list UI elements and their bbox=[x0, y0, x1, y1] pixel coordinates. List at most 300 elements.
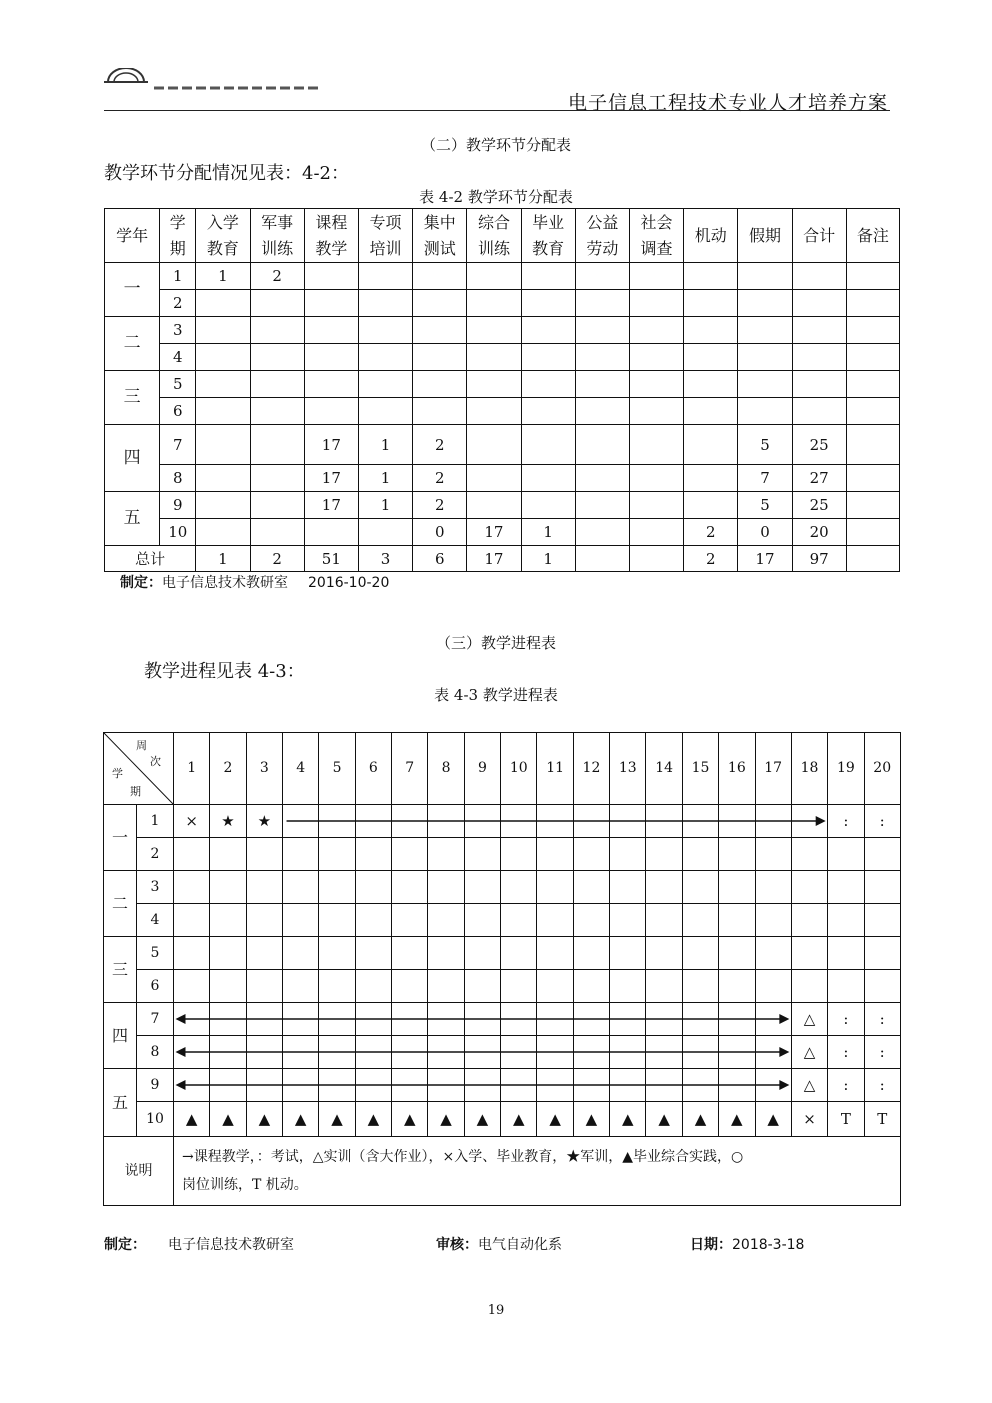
schedule-cell bbox=[573, 970, 609, 1003]
schedule-cell bbox=[864, 871, 900, 904]
schedule-cell bbox=[501, 1069, 537, 1102]
table42-cell bbox=[629, 425, 683, 465]
schedule-cell bbox=[501, 904, 537, 937]
week-header: 6 bbox=[355, 733, 391, 805]
table42-cell: 2 bbox=[413, 425, 467, 465]
made-date: 2016-10-20 bbox=[308, 575, 390, 591]
table42-header-row bbox=[105, 209, 900, 263]
table42-cell bbox=[629, 317, 683, 344]
schedule-cell bbox=[682, 937, 718, 970]
schedule-cell: △ bbox=[791, 1003, 827, 1036]
table42-cell bbox=[738, 398, 792, 425]
schedule-cell: ▲ bbox=[210, 1102, 246, 1137]
table43-term-cell: 7 bbox=[137, 1003, 174, 1036]
schedule-cell bbox=[392, 1003, 428, 1036]
schedule-cell bbox=[428, 970, 464, 1003]
table42-cell bbox=[575, 263, 629, 290]
schedule-cell bbox=[646, 838, 682, 871]
schedule-cell bbox=[319, 871, 355, 904]
schedule-cell bbox=[755, 838, 791, 871]
table42-year-cell: 一 bbox=[105, 263, 160, 317]
table42-cell bbox=[304, 317, 358, 344]
table42-cell bbox=[467, 344, 521, 371]
allocation-table bbox=[104, 208, 900, 572]
schedule-cell bbox=[355, 1036, 391, 1069]
table43-corner-cell bbox=[104, 733, 174, 805]
table42-cell bbox=[521, 371, 575, 398]
schedule-cell bbox=[319, 1003, 355, 1036]
week-header: 1 bbox=[174, 733, 210, 805]
schedule-cell: ▲ bbox=[319, 1102, 355, 1137]
schedule-cell bbox=[755, 805, 791, 838]
corner-week-1: 周 bbox=[136, 739, 147, 752]
schedule-cell bbox=[392, 871, 428, 904]
week-header: 12 bbox=[573, 733, 609, 805]
table42-cell bbox=[629, 371, 683, 398]
table42-cell bbox=[846, 465, 899, 492]
schedule-cell bbox=[828, 904, 864, 937]
table42-cell: 25 bbox=[792, 425, 846, 465]
schedule-cell bbox=[501, 805, 537, 838]
table42-cell bbox=[196, 371, 250, 398]
made-label: 制定： bbox=[120, 575, 162, 591]
schedule-cell bbox=[682, 871, 718, 904]
schedule-cell bbox=[464, 1003, 500, 1036]
table43-term-cell: 5 bbox=[137, 937, 174, 970]
table42-col-header: 课程 教学 bbox=[304, 209, 358, 263]
section3-intro: 教学进程见表 4-3： bbox=[144, 661, 305, 682]
table42-cell bbox=[467, 290, 521, 317]
schedule-cell: ▲ bbox=[283, 1102, 319, 1137]
schedule-cell: × bbox=[791, 1102, 827, 1137]
schedule-cell bbox=[319, 937, 355, 970]
table43-term-cell: 1 bbox=[137, 805, 174, 838]
table42-cell bbox=[250, 317, 304, 344]
schedule-cell: × bbox=[174, 805, 210, 838]
schedule-cell bbox=[610, 871, 646, 904]
table42-col-header: 入学 教育 bbox=[196, 209, 250, 263]
table43-row bbox=[104, 871, 901, 904]
table42-col-header: 学 期 bbox=[160, 209, 196, 263]
schedule-cell bbox=[719, 1069, 755, 1102]
review-label: 审核： bbox=[436, 1237, 478, 1253]
table42-cell bbox=[846, 398, 899, 425]
schedule-cell bbox=[355, 970, 391, 1003]
table42-col-header: 机动 bbox=[684, 209, 738, 263]
table43-row bbox=[104, 1036, 901, 1069]
week-header: 14 bbox=[646, 733, 682, 805]
table42-cell bbox=[467, 425, 521, 465]
review-block bbox=[436, 1234, 562, 1254]
schedule-cell bbox=[719, 904, 755, 937]
table42-total-cell: 17 bbox=[738, 546, 792, 572]
schedule-cell bbox=[682, 970, 718, 1003]
table42-col-header: 备注 bbox=[846, 209, 899, 263]
table43-year-cell: 五 bbox=[104, 1069, 137, 1137]
schedule-cell bbox=[246, 904, 282, 937]
schedule-cell: : bbox=[864, 1036, 900, 1069]
schedule-cell bbox=[646, 937, 682, 970]
schedule-cell bbox=[791, 904, 827, 937]
schedule-cell bbox=[828, 871, 864, 904]
table42-total-cell: 51 bbox=[304, 546, 358, 572]
schedule-cell bbox=[573, 904, 609, 937]
table42-cell bbox=[250, 398, 304, 425]
table43-year-cell: 四 bbox=[104, 1003, 137, 1069]
schedule-cell bbox=[174, 904, 210, 937]
schedule-cell bbox=[355, 838, 391, 871]
table42-cell: 1 bbox=[196, 263, 250, 290]
schedule-cell: ▲ bbox=[355, 1102, 391, 1137]
table42-cell bbox=[467, 398, 521, 425]
table42-cell bbox=[196, 398, 250, 425]
schedule-cell bbox=[573, 1036, 609, 1069]
schedule-cell: T bbox=[864, 1102, 900, 1137]
schedule-cell bbox=[682, 1003, 718, 1036]
table42-cell bbox=[413, 344, 467, 371]
table43-term-cell: 2 bbox=[137, 838, 174, 871]
schedule-cell bbox=[610, 937, 646, 970]
table42-cell bbox=[575, 290, 629, 317]
schedule-cell bbox=[464, 904, 500, 937]
schedule-cell bbox=[682, 904, 718, 937]
table43-year-cell: 一 bbox=[104, 805, 137, 871]
table42-cell: 25 bbox=[792, 492, 846, 519]
schedule-cell bbox=[246, 970, 282, 1003]
table42-cell bbox=[738, 290, 792, 317]
schedule-cell bbox=[610, 838, 646, 871]
schedule-cell bbox=[210, 871, 246, 904]
schedule-cell bbox=[283, 1036, 319, 1069]
schedule-cell: ▲ bbox=[719, 1102, 755, 1137]
table42-cell: 2 bbox=[413, 492, 467, 519]
week-header: 9 bbox=[464, 733, 500, 805]
schedule-cell bbox=[682, 1069, 718, 1102]
schedule-cell bbox=[174, 1036, 210, 1069]
table42-cell: 20 bbox=[792, 519, 846, 546]
schedule-cell bbox=[283, 1069, 319, 1102]
table42-cell bbox=[467, 371, 521, 398]
schedule-cell bbox=[428, 838, 464, 871]
schedule-cell bbox=[719, 970, 755, 1003]
schedule-cell bbox=[246, 1069, 282, 1102]
table42-total-cell bbox=[629, 546, 683, 572]
schedule-cell bbox=[392, 904, 428, 937]
schedule-cell bbox=[537, 970, 573, 1003]
schedule-cell bbox=[573, 805, 609, 838]
table42-cell bbox=[684, 465, 738, 492]
week-header: 16 bbox=[719, 733, 755, 805]
week-header: 18 bbox=[791, 733, 827, 805]
schedule-cell: ▲ bbox=[428, 1102, 464, 1137]
date-label: 日期： bbox=[690, 1237, 732, 1253]
table42-cell bbox=[250, 465, 304, 492]
week-header: 17 bbox=[755, 733, 791, 805]
table42-cell bbox=[196, 317, 250, 344]
table42-cell bbox=[467, 263, 521, 290]
reviewer: 电气自动化系 bbox=[478, 1237, 562, 1253]
table42-cell bbox=[413, 398, 467, 425]
schedule-cell bbox=[646, 1003, 682, 1036]
table42-cell: 0 bbox=[738, 519, 792, 546]
table42-cell bbox=[196, 492, 250, 519]
table42-row bbox=[105, 263, 900, 290]
schedule-cell bbox=[319, 805, 355, 838]
table42-cell bbox=[629, 344, 683, 371]
table42-cell bbox=[358, 519, 412, 546]
table42-cell bbox=[629, 263, 683, 290]
page-number: 19 bbox=[487, 1303, 505, 1318]
table42-cell: 1 bbox=[358, 425, 412, 465]
table42-cell bbox=[629, 290, 683, 317]
schedule-cell bbox=[464, 871, 500, 904]
schedule-cell: T bbox=[828, 1102, 864, 1137]
week-header: 4 bbox=[283, 733, 319, 805]
made-label-2: 制定： bbox=[104, 1237, 146, 1253]
made-by-2: 电子信息技术教研室 bbox=[168, 1237, 294, 1253]
table43-row bbox=[104, 1102, 901, 1137]
table42-cell bbox=[792, 317, 846, 344]
table42-cell: 17 bbox=[304, 465, 358, 492]
schedule-cell bbox=[428, 1036, 464, 1069]
table42-cell bbox=[413, 371, 467, 398]
table43-row bbox=[104, 1003, 901, 1036]
table42-cell bbox=[846, 290, 899, 317]
schedule-cell bbox=[755, 937, 791, 970]
table42-cell bbox=[792, 344, 846, 371]
table42-footnote bbox=[120, 572, 389, 592]
schedule-cell bbox=[755, 970, 791, 1003]
table42-col-header: 毕业 教育 bbox=[521, 209, 575, 263]
table42-cell bbox=[792, 290, 846, 317]
table42-cell bbox=[196, 425, 250, 465]
table42-year-cell: 二 bbox=[105, 317, 160, 371]
table43-caption: 表 4-3 教学进程表 bbox=[434, 686, 558, 704]
schedule-cell bbox=[646, 904, 682, 937]
table42-cell bbox=[304, 371, 358, 398]
schedule-cell bbox=[537, 1069, 573, 1102]
schedule-cell: ▲ bbox=[392, 1102, 428, 1137]
schedule-cell bbox=[464, 805, 500, 838]
week-header: 8 bbox=[428, 733, 464, 805]
schedule-cell bbox=[355, 1003, 391, 1036]
table42-cell: 5 bbox=[738, 425, 792, 465]
table42-cell bbox=[521, 465, 575, 492]
table42-cell: 6 bbox=[160, 398, 196, 425]
table42-cell bbox=[684, 290, 738, 317]
schedule-cell bbox=[283, 871, 319, 904]
table42-cell bbox=[250, 290, 304, 317]
table42-cell bbox=[196, 519, 250, 546]
made-by: 电子信息技术教研室 bbox=[162, 575, 288, 591]
schedule-cell bbox=[791, 838, 827, 871]
table42-cell bbox=[521, 344, 575, 371]
table42-cell: 17 bbox=[304, 425, 358, 465]
schedule-cell bbox=[501, 871, 537, 904]
schedule-cell bbox=[610, 1003, 646, 1036]
table42-total-cell: 1 bbox=[521, 546, 575, 572]
schedule-cell bbox=[355, 937, 391, 970]
table42-cell: 9 bbox=[160, 492, 196, 519]
schedule-cell bbox=[610, 1036, 646, 1069]
schedule-cell bbox=[719, 1003, 755, 1036]
schedule-cell bbox=[537, 1003, 573, 1036]
table42-total-cell bbox=[846, 546, 899, 572]
table42-cell bbox=[250, 425, 304, 465]
schedule-cell bbox=[646, 970, 682, 1003]
schedule-cell: ▲ bbox=[174, 1102, 210, 1137]
schedule-cell bbox=[682, 838, 718, 871]
schedule-cell bbox=[537, 904, 573, 937]
week-header: 7 bbox=[392, 733, 428, 805]
schedule-cell bbox=[682, 1036, 718, 1069]
schedule-cell bbox=[755, 904, 791, 937]
schedule-cell bbox=[755, 871, 791, 904]
table42-total-cell: 2 bbox=[250, 546, 304, 572]
table42-cell bbox=[413, 263, 467, 290]
schedule-cell bbox=[392, 970, 428, 1003]
table42-cell bbox=[358, 371, 412, 398]
table42-cell: 1 bbox=[358, 492, 412, 519]
table42-cell bbox=[467, 465, 521, 492]
table42-cell bbox=[413, 290, 467, 317]
table42-cell bbox=[196, 290, 250, 317]
schedule-cell: : bbox=[828, 805, 864, 838]
table42-cell bbox=[792, 371, 846, 398]
header-title: 电子信息工程技术专业人才培养方案 bbox=[567, 92, 888, 114]
table42-cell bbox=[575, 317, 629, 344]
table42-cell: 10 bbox=[160, 519, 196, 546]
schedule-cell bbox=[355, 904, 391, 937]
schedule-cell bbox=[428, 805, 464, 838]
table42-cell bbox=[684, 317, 738, 344]
table42-cell bbox=[575, 465, 629, 492]
schedule-cell bbox=[755, 1036, 791, 1069]
schedule-cell bbox=[210, 838, 246, 871]
table42-year-cell: 四 bbox=[105, 425, 160, 492]
schedule-cell bbox=[537, 805, 573, 838]
table42-cell bbox=[684, 371, 738, 398]
schedule-cell bbox=[864, 937, 900, 970]
table42-total-row bbox=[105, 546, 900, 572]
schedule-cell: : bbox=[864, 1069, 900, 1102]
table42-cell bbox=[792, 263, 846, 290]
table42-cell: 17 bbox=[304, 492, 358, 519]
table42-cell: 4 bbox=[160, 344, 196, 371]
section2-intro: 教学环节分配情况见表：4-2： bbox=[104, 163, 349, 184]
table42-row bbox=[105, 492, 900, 519]
table42-year-cell: 五 bbox=[105, 492, 160, 546]
legend-line-2: 岗位训练，T 机动。 bbox=[182, 1177, 308, 1193]
table42-row bbox=[105, 344, 900, 371]
schedule-cell bbox=[355, 805, 391, 838]
week-header: 11 bbox=[537, 733, 573, 805]
table42-cell bbox=[467, 492, 521, 519]
table42-cell: 0 bbox=[413, 519, 467, 546]
table43-year-cell: 二 bbox=[104, 871, 137, 937]
table42-cell: 1 bbox=[521, 519, 575, 546]
table43-term-cell: 8 bbox=[137, 1036, 174, 1069]
college-logo bbox=[104, 68, 319, 94]
schedule-cell: ▲ bbox=[501, 1102, 537, 1137]
table42-row bbox=[105, 371, 900, 398]
corner-week-2: 次 bbox=[150, 755, 161, 768]
schedule-cell bbox=[174, 871, 210, 904]
schedule-cell bbox=[210, 904, 246, 937]
table42-cell bbox=[684, 492, 738, 519]
schedule-cell bbox=[246, 937, 282, 970]
table42-cell: 5 bbox=[738, 492, 792, 519]
table43-term-cell: 9 bbox=[137, 1069, 174, 1102]
schedule-cell bbox=[573, 838, 609, 871]
schedule-cell: : bbox=[864, 805, 900, 838]
table42-cell bbox=[521, 290, 575, 317]
schedule-cell bbox=[501, 1003, 537, 1036]
table42-cell bbox=[521, 425, 575, 465]
schedule-cell bbox=[174, 1003, 210, 1036]
table42-cell bbox=[304, 344, 358, 371]
table42-cell bbox=[846, 371, 899, 398]
table42-cell: 1 bbox=[358, 465, 412, 492]
schedule-cell bbox=[392, 838, 428, 871]
schedule-cell bbox=[210, 1036, 246, 1069]
schedule-cell: ★ bbox=[210, 805, 246, 838]
table42-cell bbox=[846, 317, 899, 344]
week-header: 2 bbox=[210, 733, 246, 805]
schedule-cell: ▲ bbox=[682, 1102, 718, 1137]
schedule-cell bbox=[428, 937, 464, 970]
schedule-cell bbox=[501, 970, 537, 1003]
schedule-cell bbox=[174, 1069, 210, 1102]
schedule-cell bbox=[791, 805, 827, 838]
table42-total-cell: 3 bbox=[358, 546, 412, 572]
schedule-cell bbox=[464, 1036, 500, 1069]
table43-row bbox=[104, 838, 901, 871]
schedule-cell bbox=[283, 904, 319, 937]
header-divider bbox=[104, 110, 890, 111]
schedule-cell bbox=[610, 970, 646, 1003]
table42-col-header: 学年 bbox=[105, 209, 160, 263]
schedule-cell bbox=[610, 904, 646, 937]
table42-cell bbox=[304, 290, 358, 317]
schedule-cell: ▲ bbox=[537, 1102, 573, 1137]
table42-cell bbox=[304, 519, 358, 546]
table42-cell bbox=[467, 317, 521, 344]
schedule-cell bbox=[719, 871, 755, 904]
table42-cell bbox=[684, 344, 738, 371]
table42-cell bbox=[792, 398, 846, 425]
week-header: 20 bbox=[864, 733, 900, 805]
week-header: 13 bbox=[610, 733, 646, 805]
schedule-cell bbox=[174, 937, 210, 970]
schedule-cell: ▲ bbox=[755, 1102, 791, 1137]
table42-cell bbox=[304, 263, 358, 290]
schedule-cell bbox=[355, 871, 391, 904]
table42-cell: 7 bbox=[738, 465, 792, 492]
table42-cell bbox=[358, 317, 412, 344]
table42-row bbox=[105, 425, 900, 465]
schedule-cell bbox=[246, 838, 282, 871]
table42-cell bbox=[684, 398, 738, 425]
corner-term-2: 期 bbox=[130, 785, 141, 798]
table42-cell bbox=[738, 344, 792, 371]
table42-total-cell: 1 bbox=[196, 546, 250, 572]
schedule-cell bbox=[174, 970, 210, 1003]
schedule-cell bbox=[283, 1003, 319, 1036]
table42-cell: 7 bbox=[160, 425, 196, 465]
schedule-cell bbox=[428, 1069, 464, 1102]
table42-cell: 2 bbox=[250, 263, 304, 290]
